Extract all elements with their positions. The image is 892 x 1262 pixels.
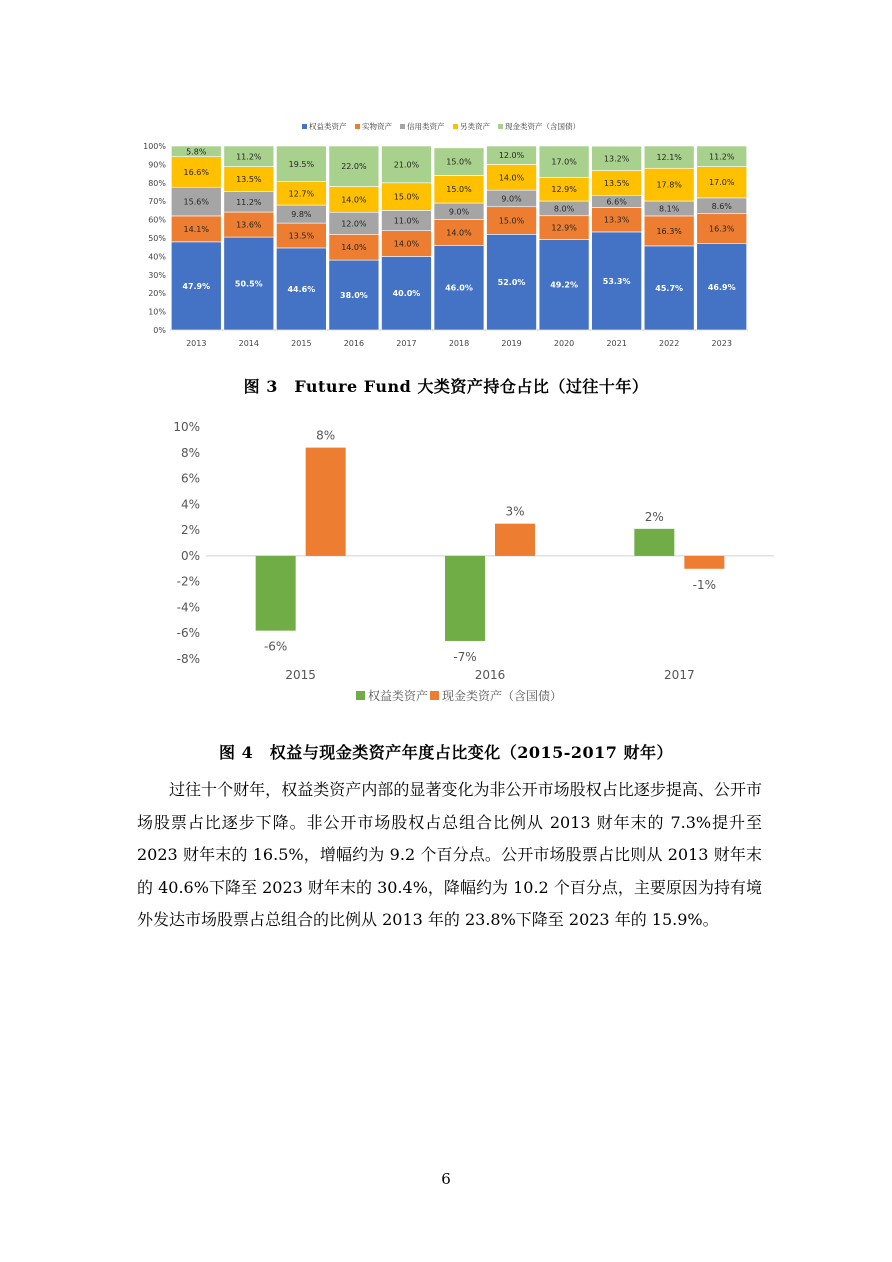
- legend-label-3: 另类资产: [460, 122, 490, 131]
- y-tick-label: 100%: [143, 142, 166, 151]
- data-label: 12.9%: [551, 185, 577, 195]
- y-tick-label: 90%: [148, 160, 166, 170]
- legend-swatch-3: [453, 124, 458, 129]
- y-tick-label: 10%: [173, 420, 200, 434]
- data-label: 46.9%: [707, 282, 736, 292]
- data-label: 12.0%: [341, 219, 367, 229]
- data-label: 45.7%: [655, 283, 684, 293]
- data-label: 15.0%: [446, 185, 472, 195]
- figure-3-caption: 图 3 Future Fund 大类资产持仓占比（过往十年）: [243, 377, 649, 396]
- data-label: 49.2%: [550, 280, 578, 290]
- page-number: 6: [441, 1170, 451, 1188]
- x-tick-label: 2017: [664, 668, 695, 682]
- legend-label-0: 权益类资产: [368, 689, 429, 703]
- data-label: 46.0%: [445, 283, 473, 293]
- y-tick-label: -6%: [176, 626, 200, 641]
- data-label: 12.0%: [498, 151, 525, 161]
- data-label: 17.0%: [709, 178, 735, 188]
- legend-swatch-1: [430, 691, 439, 700]
- data-label: 3%: [505, 504, 525, 519]
- data-label: 14.0%: [446, 228, 472, 238]
- data-label: 13.5%: [603, 178, 630, 188]
- data-label: 11.2%: [709, 152, 735, 162]
- data-label: 8.1%: [659, 204, 680, 214]
- bar: [256, 556, 296, 631]
- data-label: -6%: [263, 639, 288, 654]
- data-label: 15.6%: [183, 197, 209, 207]
- data-label: 17.0%: [551, 157, 577, 167]
- y-tick-label: 6%: [180, 471, 200, 486]
- legend-label-1: 现金类资产（含国债）: [442, 689, 563, 703]
- x-tick-label: 2019: [501, 339, 522, 348]
- data-label: 19.5%: [288, 159, 315, 169]
- y-tick-label: 30%: [148, 270, 166, 280]
- annual-change-bar-chart: [160, 415, 790, 715]
- x-tick-label: 2023: [711, 339, 732, 348]
- data-label: 9.0%: [501, 194, 522, 204]
- body-paragraph: [137, 774, 762, 937]
- y-tick-label: 10%: [148, 307, 166, 317]
- data-label: 8.0%: [553, 204, 575, 214]
- y-tick-label: -8%: [176, 652, 200, 666]
- legend-label-0: 权益类资产: [309, 122, 347, 131]
- data-label: 22.0%: [341, 162, 367, 172]
- legend-swatch-1: [355, 124, 360, 129]
- data-label: 9.8%: [291, 210, 312, 220]
- legend-swatch-0: [302, 124, 307, 129]
- data-label: 13.5%: [288, 231, 315, 241]
- data-label: 12.7%: [288, 189, 315, 199]
- y-tick-label: 4%: [180, 497, 200, 512]
- data-label: 12.1%: [656, 153, 682, 163]
- x-tick-label: 2022: [659, 339, 680, 348]
- data-label: 11.0%: [393, 216, 420, 226]
- data-label: 2%: [644, 509, 664, 524]
- data-label: 47.9%: [182, 281, 211, 291]
- data-label: 12.9%: [551, 223, 577, 233]
- data-label: 14.0%: [341, 243, 367, 253]
- data-label: 17.8%: [656, 180, 682, 190]
- paragraph-text: 过往十个财年，权益类资产内部的显著变化为非公开市场股权占比逐步提高、公开市场股票占比逐步下降。非公开市场股权占总组合比例从 2013 财年末的 7.3%提升至 2023 财年末的 16.5%，增幅约为 9.2 个百分点。公开市场股票占比则从 2013 财年末的 40.6%下降至 2023 财年末的 30.4%，降幅约为 10.2 个百分点，主要原因为持有境外发达市场股票占总组合的比例从 2013 年的 23.8%下降至 2023 年的 15.9%。: [137, 780, 762, 929]
- y-tick-label: 60%: [148, 215, 166, 225]
- y-tick-label: 0%: [180, 548, 200, 563]
- y-tick-label: 50%: [148, 234, 166, 243]
- bar: [495, 524, 535, 556]
- x-tick-label: 2014: [238, 339, 259, 348]
- data-label: 16.3%: [656, 226, 682, 236]
- x-tick-label: 2016: [343, 339, 365, 348]
- data-label: -1%: [692, 577, 717, 592]
- y-tick-label: 2%: [180, 523, 200, 538]
- data-label: 50.5%: [234, 279, 263, 289]
- y-tick-label: 80%: [148, 178, 166, 188]
- data-label: 15.0%: [446, 157, 472, 167]
- x-tick-label: 2015: [285, 668, 316, 682]
- legend-swatch-0: [356, 691, 365, 700]
- bar: [684, 556, 724, 569]
- data-label: 53.3%: [602, 276, 631, 286]
- data-label: 38.0%: [340, 291, 368, 301]
- data-label: 21.0%: [393, 160, 420, 170]
- x-tick-label: 2020: [553, 339, 575, 348]
- data-label: 15.0%: [393, 192, 420, 202]
- x-tick-label: 2013: [186, 339, 207, 348]
- data-label: 11.2%: [236, 197, 262, 207]
- data-label: 6.6%: [606, 197, 627, 207]
- data-label: 52.0%: [497, 278, 526, 288]
- data-label: 15.0%: [498, 216, 525, 226]
- y-tick-label: -4%: [176, 600, 200, 615]
- x-tick-label: 2018: [448, 339, 470, 348]
- data-label: 13.2%: [603, 154, 630, 164]
- legend-swatch-4: [498, 124, 503, 129]
- bar: [445, 556, 485, 641]
- data-label: 44.6%: [287, 284, 316, 294]
- bar: [306, 448, 346, 556]
- y-tick-label: 20%: [148, 289, 166, 299]
- data-label: 14.1%: [183, 224, 209, 234]
- data-label: 13.5%: [236, 175, 262, 185]
- data-label: 13.6%: [236, 220, 262, 230]
- data-label: 13.3%: [603, 215, 630, 225]
- y-tick-label: 40%: [148, 252, 166, 262]
- data-label: -7%: [453, 649, 477, 664]
- legend-label-4: 现金类资产（含国债）: [505, 122, 580, 131]
- data-label: 16.3%: [709, 224, 735, 234]
- legend-swatch-2: [400, 124, 405, 129]
- data-label: 9.0%: [448, 207, 470, 217]
- data-label: 40.0%: [392, 289, 421, 299]
- data-label: 8.6%: [711, 201, 732, 211]
- y-tick-label: 0%: [153, 326, 166, 335]
- y-tick-label: 70%: [148, 197, 166, 207]
- data-label: 14.0%: [341, 195, 367, 205]
- y-tick-label: -2%: [176, 574, 200, 589]
- data-label: 8%: [316, 428, 336, 443]
- legend-label-2: 信用类资产: [407, 122, 445, 131]
- data-label: 14.0%: [393, 239, 420, 249]
- bar: [634, 529, 674, 556]
- data-label: 14.0%: [498, 173, 525, 183]
- legend-label-1: 实物资产: [362, 122, 392, 131]
- x-tick-label: 2016: [474, 668, 506, 682]
- data-label: 16.6%: [183, 167, 209, 177]
- data-label: 11.2%: [236, 152, 262, 162]
- asset-allocation-stacked-chart: [130, 118, 762, 358]
- data-label: 5.8%: [186, 147, 207, 157]
- figure-4-caption: 图 4 权益与现金类资产年度占比变化（2015-2017 财年）: [219, 743, 673, 762]
- x-tick-label: 2017: [396, 339, 417, 348]
- x-tick-label: 2021: [606, 339, 627, 348]
- x-tick-label: 2015: [291, 339, 312, 348]
- y-tick-label: 8%: [180, 445, 200, 460]
